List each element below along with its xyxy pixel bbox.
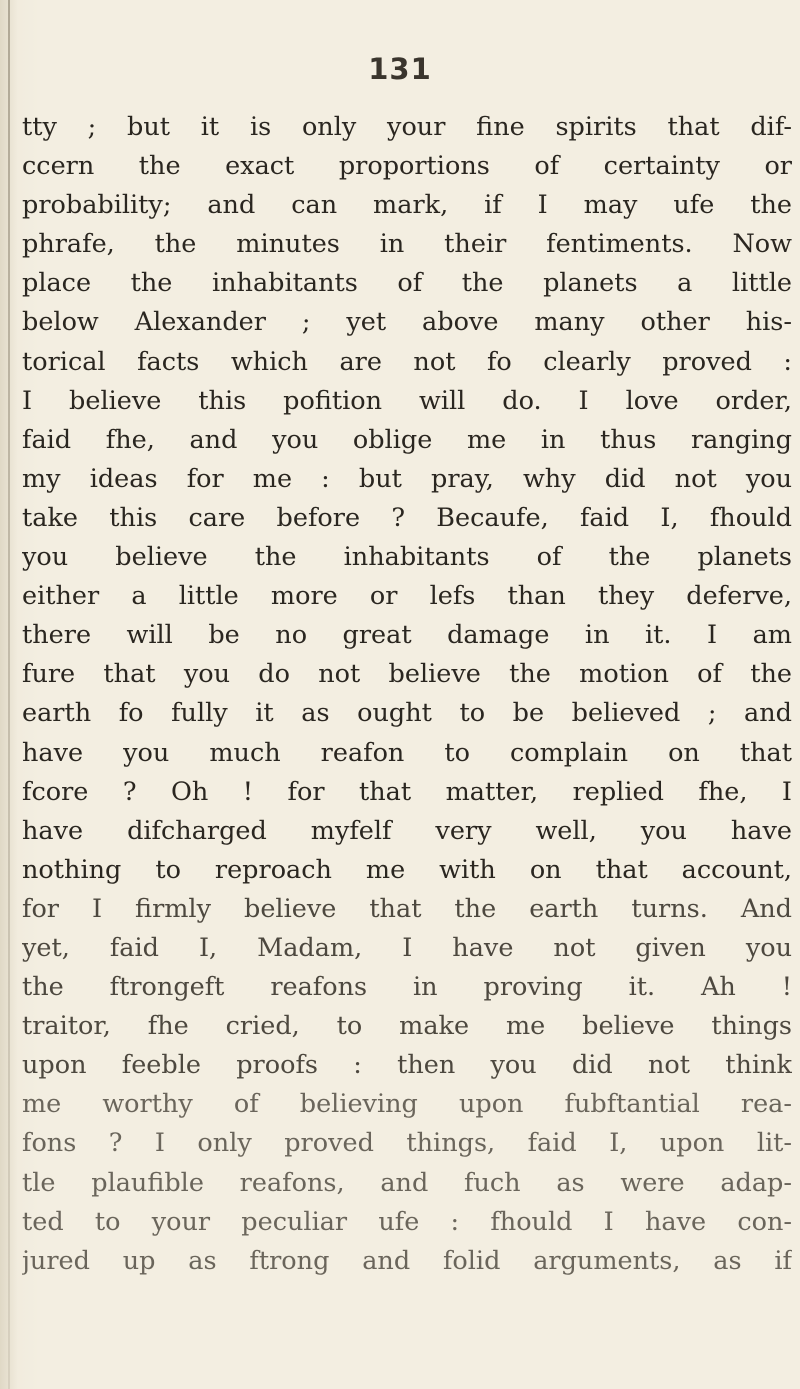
text-line: traitor, fhe cried, to make me believe things: [22, 1011, 792, 1042]
text-line: take this care before ? Becaufe, faid I, fhould: [22, 502, 792, 533]
text-line: fure that you do not believe the motion of the: [22, 659, 792, 690]
text-line: below Alexander ; yet above many other his-: [22, 307, 792, 338]
text-line: for I firmly believe that the earth turns. And: [22, 893, 792, 924]
text-line: phrafe, the minutes in their fentiments. Now: [22, 229, 792, 260]
text-line: I believe this pofition will do. I love order,: [22, 385, 792, 416]
text-line: have difcharged myfelf very well, you have: [22, 815, 792, 846]
text-line: torical facts which are not fo clearly proved :: [22, 346, 792, 377]
text-line: probability; and can mark, if I may ufe the: [22, 190, 792, 221]
text-line: have you much reafon to complain on that: [22, 737, 792, 768]
text-line: nothing to reproach me with on that account,: [22, 854, 792, 885]
text-line: fons ? I only proved things, faid I, upon lit-: [22, 1128, 792, 1159]
text-line: tty ; but it is only your fine spirits that dif-: [22, 112, 792, 142]
text-line: yet, faid I, Madam, I have not given you: [22, 932, 792, 963]
text-line: jured up as ftrong and folid arguments, as if: [22, 1245, 792, 1276]
page-number: 131: [368, 52, 432, 86]
text-line: there will be no great damage in it. I am: [22, 620, 792, 651]
body-text: [22, 108, 792, 1281]
text-line: earth fo fully it as ought to be believed ; and: [22, 698, 792, 729]
text-line: tle plaufible reafons, and fuch as were adap-: [22, 1167, 792, 1198]
text-line: faid fhe, and you oblige me in thus ranging: [22, 424, 792, 455]
text-line: me worthy of believing upon fubftantial rea-: [22, 1089, 792, 1120]
page-gutter-edge: [8, 0, 10, 1389]
text-line: the ftrongeft reafons in proving it. Ah !: [22, 972, 792, 1003]
text-line: fcore ? Oh ! for that matter, replied fhe, I: [22, 776, 792, 807]
text-line: ted to your peculiar ufe : fhould I have con-: [22, 1206, 792, 1237]
text-line: ccern the exact proportions of certainty or: [22, 151, 792, 182]
text-line: upon feeble proofs : then you did not think: [22, 1050, 792, 1081]
text-line: you believe the inhabitants of the planets: [22, 542, 792, 573]
text-line: either a little more or lefs than they deferve,: [22, 581, 792, 612]
text-line: my ideas for me : but pray, why did not you: [22, 463, 792, 494]
text-line: place the inhabitants of the planets a little: [22, 268, 792, 299]
